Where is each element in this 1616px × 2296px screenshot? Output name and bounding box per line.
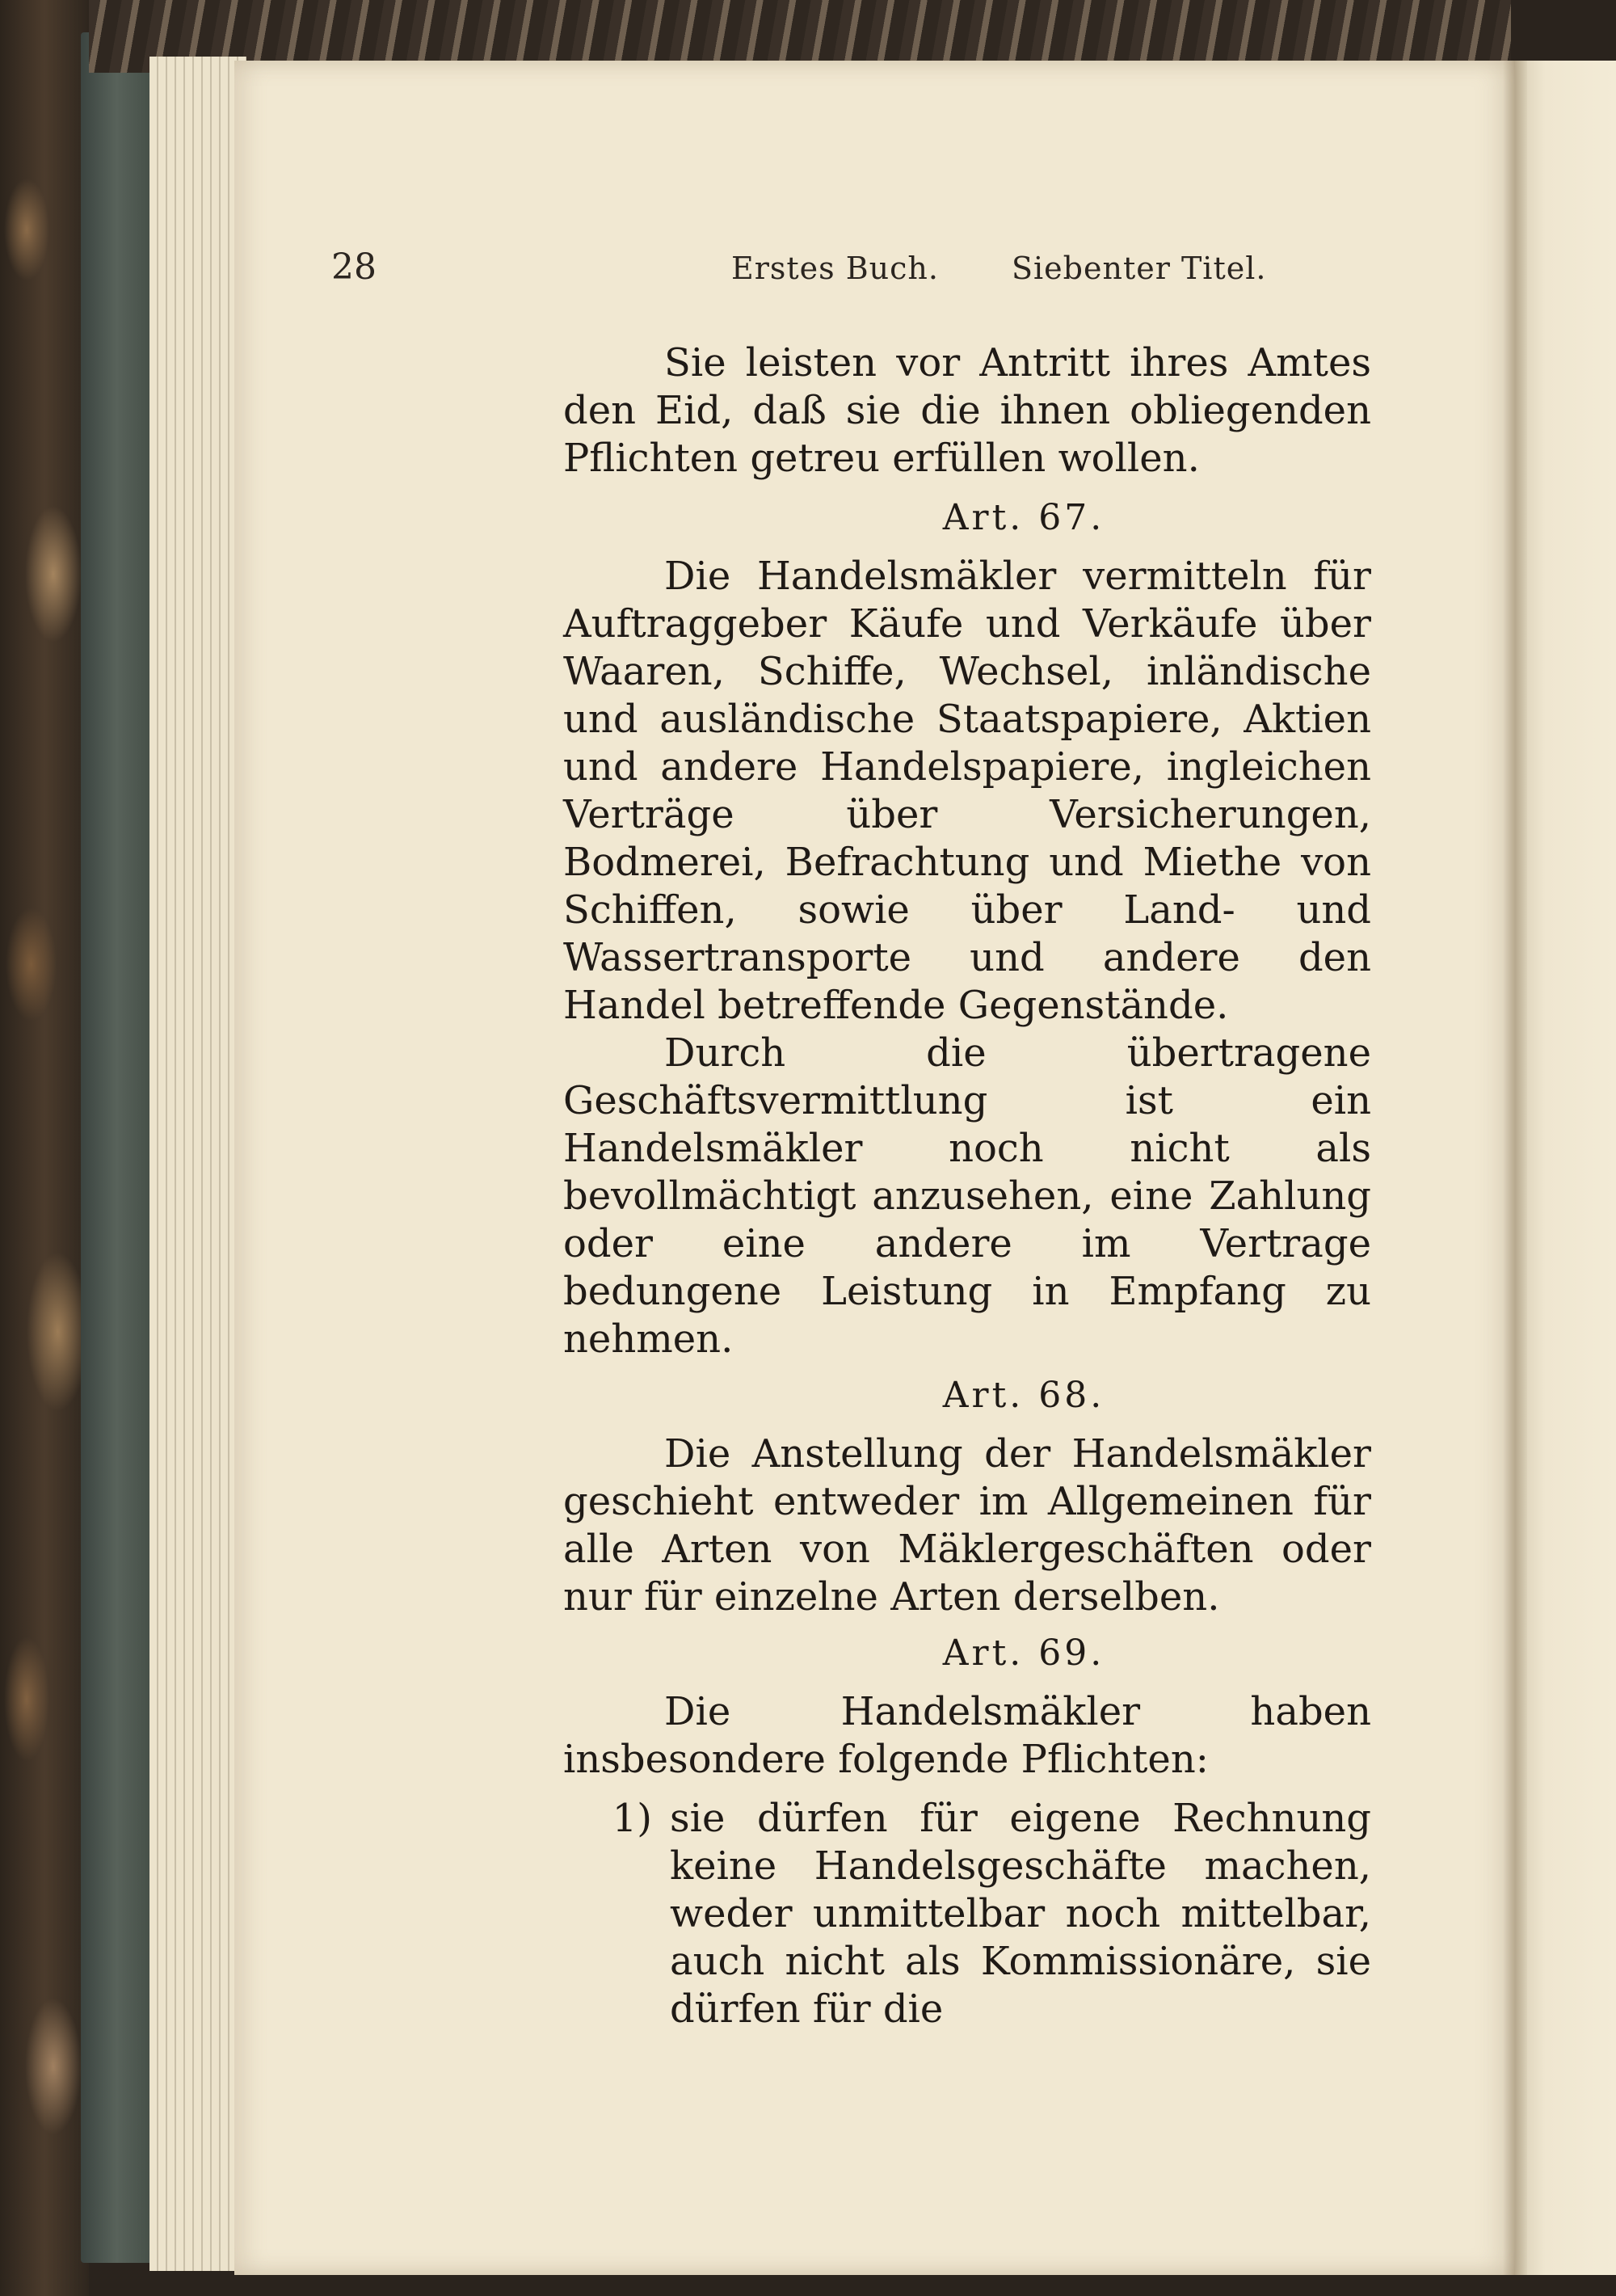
article-67-paragraph-2: Durch die übertragene Geschäftsvermittlung ist ein Handelsmäkler noch nicht als bevollmächtigt anzusehen, eine Zahlung oder eine andere im Vertrage bedungene Leistung in Empfang zu nehmen. (563, 1030, 1371, 1362)
article-heading-69: Art. 69. (942, 1632, 1105, 1674)
marbled-cover (0, 0, 89, 2296)
article-heading-67: Art. 67. (942, 497, 1105, 538)
running-head-book: Erstes Buch. (731, 251, 939, 286)
article-67-paragraph-1: Die Handelsmäkler vermitteln für Auftraggeber Käufe und Verkäufe über Waaren, Schiffe, Wechsel, inländische und ausländische Staatspapiere, Aktien und andere Handelspapiere, ingleichen Verträge über Versicherungen, Bodmerei, Befrachtung und Miethe von Schiffen, sowie über Land- und Wassertransporte und andere den Handel betreffende Gegenstände. (563, 554, 1371, 1028)
article-69-paragraph-1: Die Handelsmäkler haben insbesondere folgende Pflichten: (563, 1689, 1371, 1782)
article-68-paragraph-1: Die Anstellung der Handelsmäkler geschieht entweder im Allgemeinen für alle Arten von Mäklergeschäften oder nur für einzelne Arten derselben. (563, 1431, 1371, 1620)
page-number: 28 (331, 246, 377, 288)
page-edges (149, 57, 246, 2271)
running-head (731, 251, 1616, 286)
intro-paragraph: Sie leisten vor Antritt ihres Amtes den Eid, daß sie die ihnen obliegenden Pflichten getreu erfüllen wollen. (563, 340, 1371, 481)
facing-page (1515, 61, 1616, 2275)
page-text (563, 339, 1371, 2033)
list-item (563, 1795, 1371, 2033)
list-item-number: 1) (612, 1796, 652, 1841)
article-heading-68: Art. 68. (942, 1375, 1105, 1416)
list-item-text: sie dürfen für eigene Rechnung keine Handelsgeschäfte machen, weder unmittelbar noch mittelbar, auch nicht als Kommissionäre, sie dürfen für die (670, 1796, 1371, 2032)
running-head-title: Siebenter Titel. (1011, 251, 1267, 286)
page-gutter (1503, 61, 1527, 2275)
